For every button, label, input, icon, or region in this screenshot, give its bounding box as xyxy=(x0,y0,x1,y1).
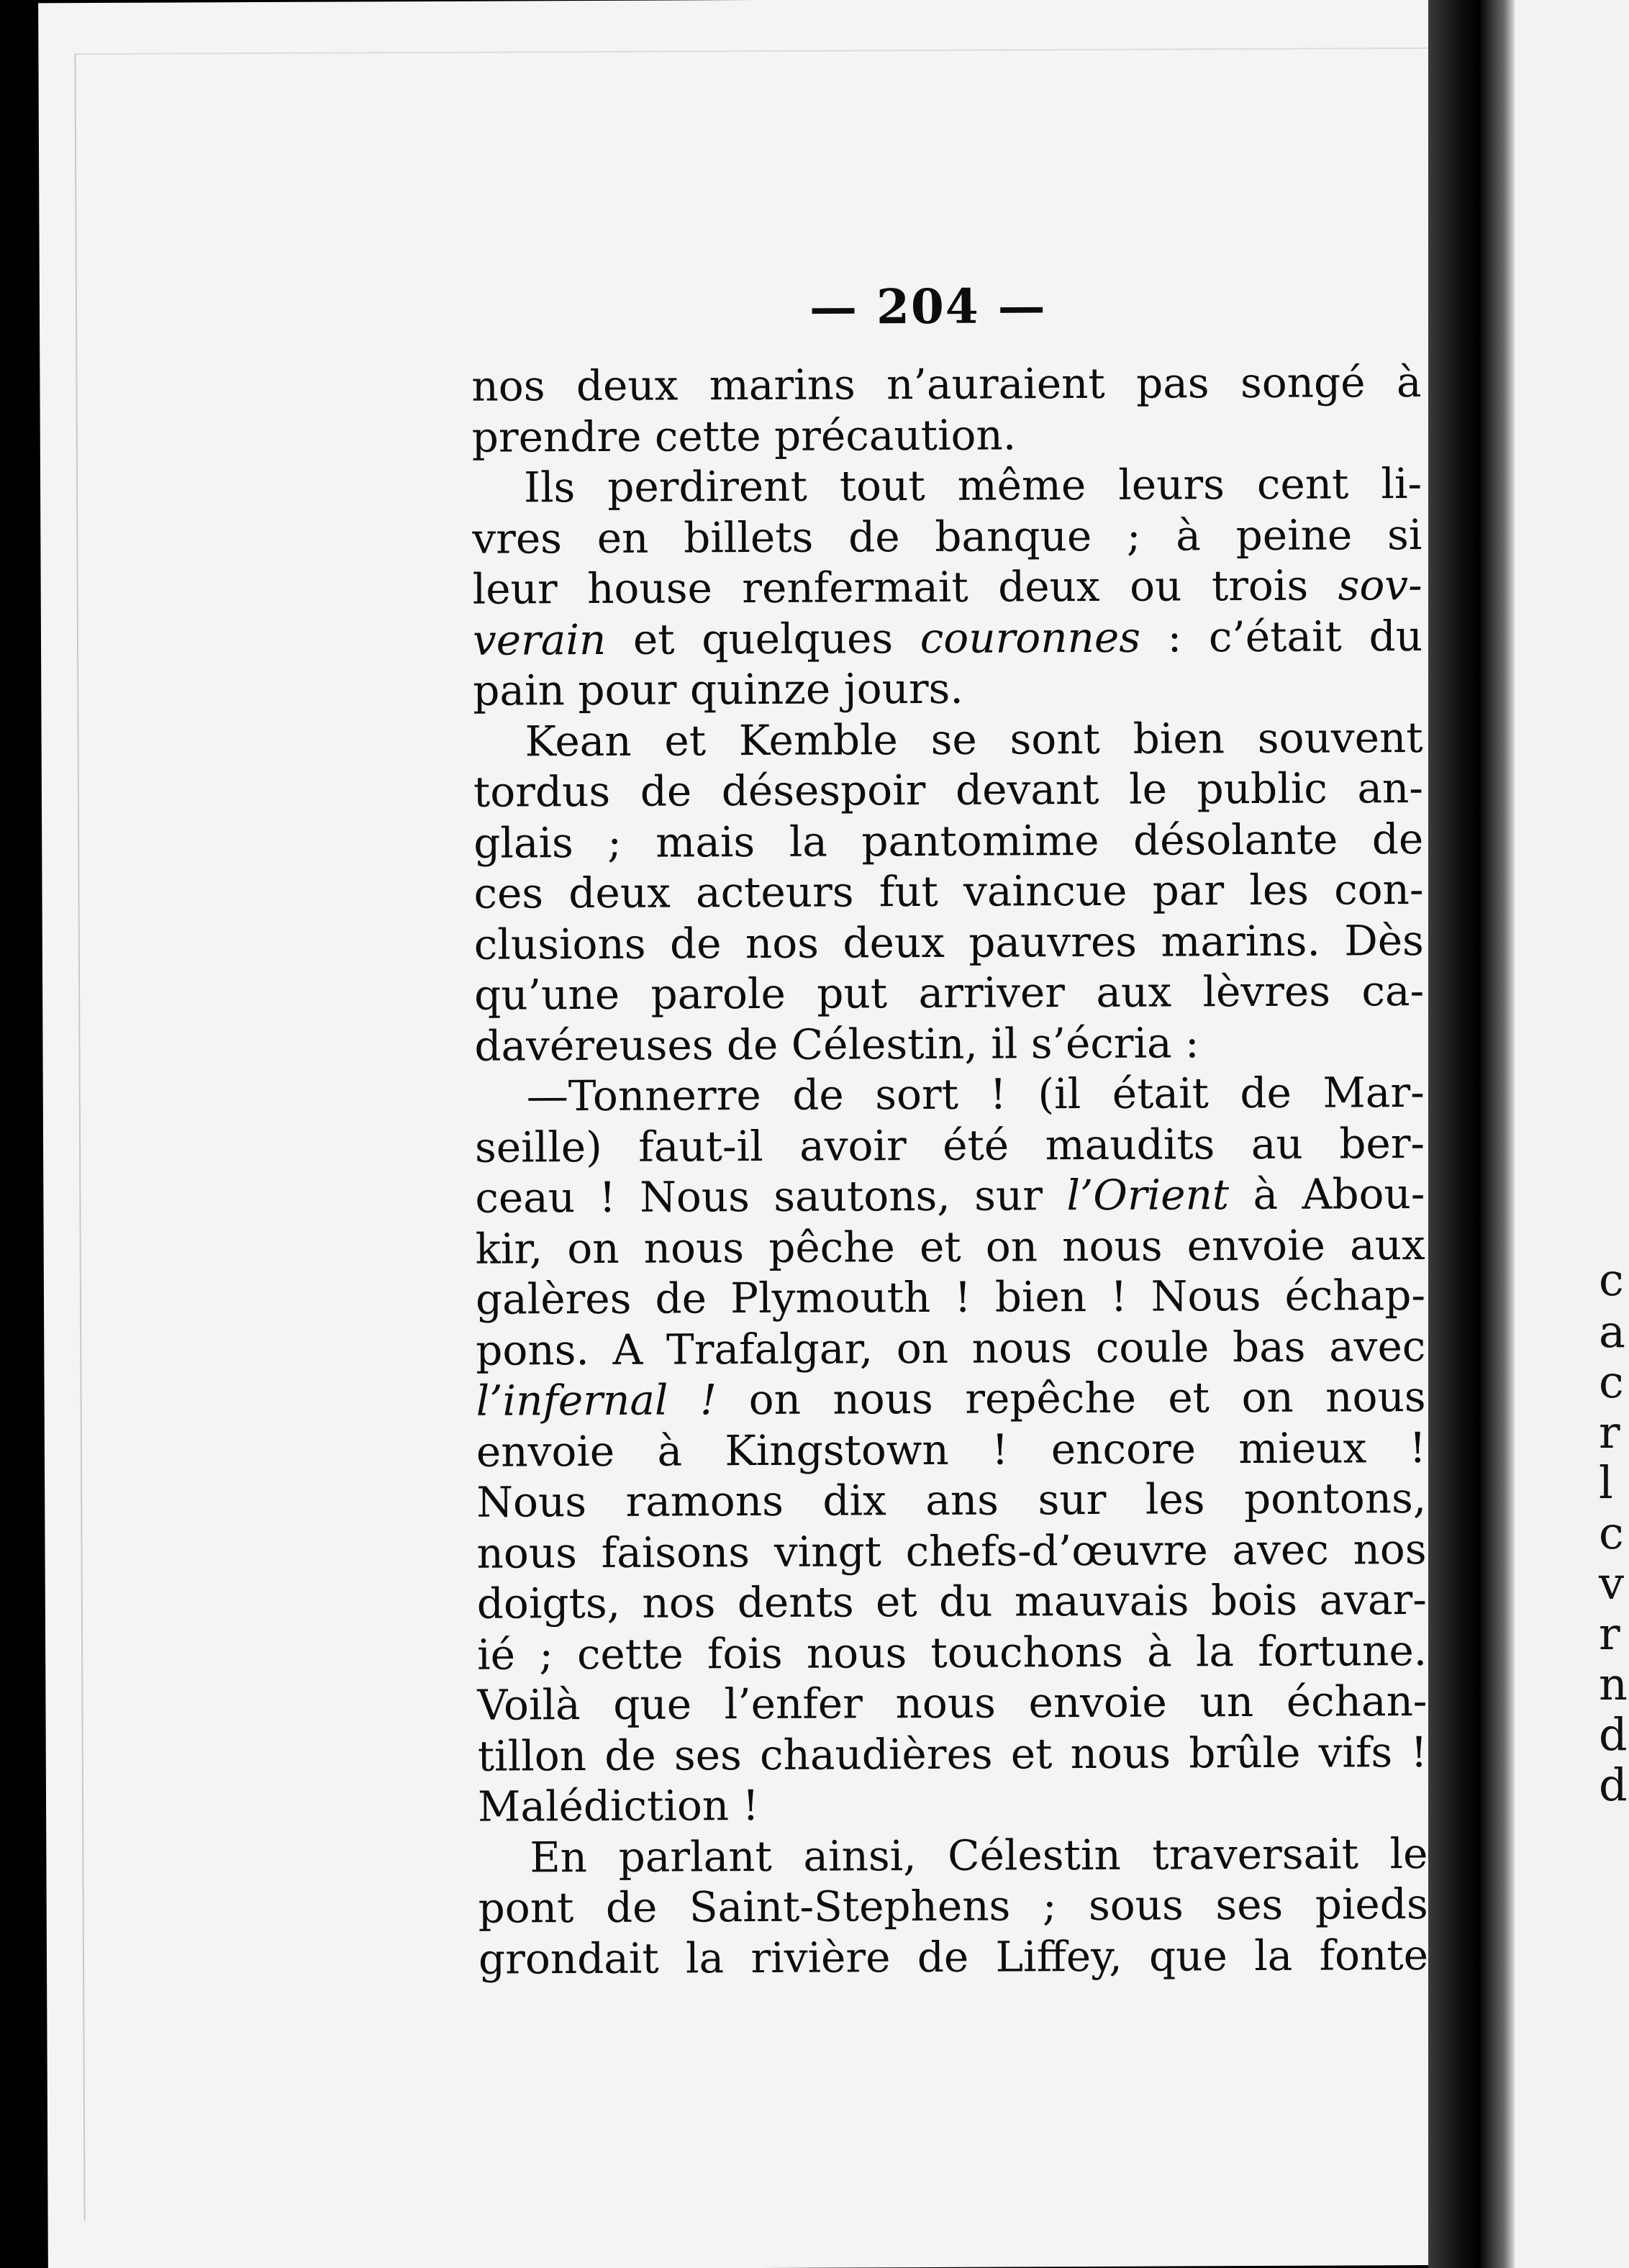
text-line-6-italic-b: couronnes xyxy=(920,612,1141,663)
text-line-21: l’infernal ! on nous repêche et on nous xyxy=(476,1371,1426,1425)
adjacent-page-edge xyxy=(1479,0,1515,2268)
text-line-17: ceau ! Nous sautons, sur l’Orient à Abou- xyxy=(475,1169,1425,1223)
text-line-12: clusions de nos deux pauvres marins. Dès xyxy=(473,915,1424,969)
text-line-27: Voilà que l’enfer nous envoie un échan- xyxy=(477,1676,1428,1730)
text-line-13: qu’une parole put arriver aux lèvres ca- xyxy=(474,966,1425,1020)
adjacent-letter-5: l xyxy=(1599,1456,1613,1509)
adjacent-letter-2: a xyxy=(1599,1305,1625,1358)
text-line-10: glais ; mais la pantomime désolante de xyxy=(473,814,1424,868)
book-gutter-shadow xyxy=(1428,0,1479,2268)
text-line-14: davéreuses de Célestin, il s’écria : xyxy=(474,1017,1199,1071)
text-line-21-italic: l’infernal ! xyxy=(476,1375,717,1425)
book-page xyxy=(38,0,1484,2268)
text-line-11: ces deux acteurs fut vaincue par les con- xyxy=(473,864,1424,918)
adjacent-letter-8: r xyxy=(1599,1607,1620,1660)
text-line-2: prendre cette précaution. xyxy=(471,409,1017,462)
adjacent-letter-1: c xyxy=(1599,1253,1624,1306)
adjacent-letter-9: n xyxy=(1599,1658,1628,1710)
text-line-6: verain et quelques couronnes : c’était du xyxy=(472,611,1423,665)
text-line-6-italic-a: verain xyxy=(472,614,607,665)
page-number: — 204 — xyxy=(809,278,1047,335)
text-line-3: Ils perdirent tout même leurs cent li- xyxy=(523,458,1422,512)
adjacent-letter-10: d xyxy=(1599,1708,1628,1761)
adjacent-letter-3: c xyxy=(1599,1356,1624,1408)
adjacent-letter-6: c xyxy=(1599,1507,1624,1559)
text-line-20: pons. A Trafalgar, on nous coule bas avec xyxy=(476,1321,1426,1375)
text-line-8: Kean et Kemble se sont bien souvent xyxy=(525,712,1423,766)
text-line-18: kir, on nous pêche et on nous envoie aux xyxy=(475,1220,1425,1274)
text-line-5 xyxy=(473,560,1422,614)
text-line-5-roman: leur house renfermait deux ou trois xyxy=(472,561,1338,614)
adjacent-letter-7: v xyxy=(1599,1557,1625,1610)
text-line-15: —Tonnerre de sort ! (il était de Mar- xyxy=(526,1067,1425,1121)
text-line-25: doigts, nos dents et du mauvais bois avar- xyxy=(476,1574,1427,1628)
text-line-17-italic: l’Orient xyxy=(1066,1170,1230,1220)
text-line-19: galères de Plymouth ! bien ! Nous échap- xyxy=(475,1270,1426,1324)
text-line-26: ié ; cette fois nous touchons à la fortune. xyxy=(477,1625,1428,1679)
text-line-31: pont de Saint-Stephens ; sous ses pieds xyxy=(478,1879,1428,1933)
adjacent-letter-4: r xyxy=(1599,1406,1620,1459)
text-line-4: vres en billets de banque ; à peine si xyxy=(472,509,1422,563)
text-line-1: nos deux marins n’auraient pas songé à xyxy=(471,357,1422,411)
text-line-24: nous faisons vingt chefs-d’œuvre avec nos xyxy=(476,1524,1427,1578)
text-line-22: envoie à Kingstown ! encore mieux ! xyxy=(476,1423,1427,1477)
text-line-29: Malédiction ! xyxy=(477,1781,760,1831)
text-line-30: En parlant ainsi, Célestin traversait le xyxy=(530,1828,1428,1882)
adjacent-letter-11: d xyxy=(1599,1759,1628,1811)
text-line-28: tillon de ses chaudières et nous brûle vifs ! xyxy=(477,1727,1428,1781)
adjacent-page xyxy=(1515,0,1629,2268)
text-line-9: tordus de désespoir devant le public an- xyxy=(473,763,1424,817)
text-line-32: grondait la rivière de Liffey, que la fonte xyxy=(478,1930,1429,1984)
text-line-16: seille) faut-il avoir été maudits au ber- xyxy=(474,1118,1425,1172)
text-line-5-italic: sov- xyxy=(1338,560,1422,610)
text-line-7: pain pour quinze jours. xyxy=(473,663,963,715)
body-text xyxy=(471,357,1428,1984)
text-line-23: Nous ramons dix ans sur les pontons, xyxy=(476,1473,1427,1527)
